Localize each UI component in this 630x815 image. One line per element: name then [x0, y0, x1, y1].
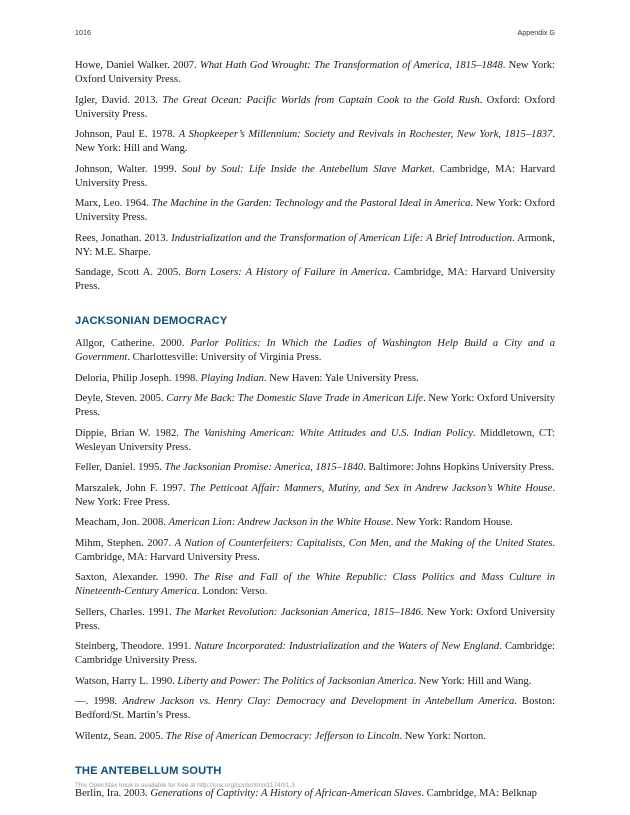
entry-author-year: Berlin, Ira. 2003.: [75, 787, 151, 799]
entry-publisher: . Cambridge, MA: Belknap: [421, 787, 537, 799]
page-footer: This OpenStax book is available for free at http://cnx.org/content/col11740/1.3: [75, 782, 295, 789]
entry-author-year: Sandage, Scott A. 2005.: [75, 267, 185, 278]
entry-publisher: . New York: Hill and Wang.: [413, 675, 532, 687]
entry-title: The Jacksonian Promise: America, 1815–1840: [164, 462, 364, 473]
entry-author-year: Steinberg, Theodore. 1991.: [75, 641, 195, 652]
entry-title: A Shopkeeper’s Millennium: Society and Revivals in Rochester, New York, 1815–1837: [178, 129, 553, 140]
entry-publisher: . New York: Free Press.: [75, 482, 555, 508]
bibliography-entry: [75, 372, 555, 386]
entry-title: Generations of Captivity: A History of African-American Slaves: [150, 787, 422, 799]
section-heading: JACKSONIAN DEMOCRACY: [75, 315, 228, 327]
entry-author-year: Allgor, Catherine. 2000.: [75, 338, 191, 349]
entry-author-year: Johnson, Paul E. 1978.: [75, 129, 179, 140]
entry-title: The Rise of American Democracy: Jefferson to Lincoln: [165, 730, 400, 742]
entry-publisher: . Charlottesville: University of Virginia Press.: [127, 352, 322, 363]
entry-publisher: . Boston: Bedford/St. Martin’s Press.: [75, 696, 556, 721]
bibliography-entry: [75, 163, 555, 191]
entry-publisher: . Armonk, NY: M.E. Sharpe.: [75, 232, 555, 258]
entry-author-year: Deyle, Steven. 2005.: [75, 393, 167, 404]
bibliography-entry: [75, 640, 555, 668]
page-number: 1016: [75, 28, 91, 37]
entry-author-year: Saxton, Alexander. 1990.: [75, 572, 194, 583]
entry-title: Nature Incorporated: Industrialization and the Waters of New England: [194, 641, 500, 652]
entry-author-year: Meacham, Jon. 2008.: [75, 517, 169, 528]
entry-title: Carry Me Back: The Domestic Slave Trade in American Life: [166, 393, 424, 404]
bibliography-entry: [75, 606, 555, 634]
entry-publisher: . Middletown, CT: Wesleyan University Press.: [75, 427, 555, 453]
chapter-title: Appendix G: [517, 28, 555, 37]
entry-publisher: . Cambridge: Cambridge University Press.: [75, 641, 556, 666]
page-header: [75, 28, 555, 40]
bibliography-entry: [75, 197, 555, 225]
entry-title: Playing Indian: [200, 372, 264, 384]
bibliography-entry: [75, 537, 555, 565]
entry-author-year: Mihm, Stephen. 2007.: [75, 537, 175, 549]
entry-publisher: . Cambridge, MA: Harvard University Press.: [75, 267, 555, 292]
entry-author-year: Wilentz, Sean. 2005.: [75, 730, 166, 742]
entry-title: The Petticoat Affair: Manners, Mutiny, and Sex in Andrew Jackson’s White House: [189, 482, 553, 494]
entry-title: What Hath God Wrought: The Transformation of America, 1815–1848: [199, 60, 503, 71]
bibliography-entry: [75, 94, 555, 122]
entry-publisher: . New York: Oxford University Press.: [75, 198, 555, 223]
entry-publisher: . Cambridge, MA: Harvard University Press.: [75, 537, 555, 563]
bibliography-entry: [75, 571, 555, 599]
bibliography-entry: [75, 266, 555, 294]
entry-publisher: . New York: Oxford University Press.: [75, 60, 555, 85]
bibliography-content: [75, 59, 555, 807]
entry-title: Industrialization and the Transformation of American Life: A Brief Introduction: [171, 232, 513, 244]
entry-author-year: Igler, David. 2013.: [75, 94, 163, 106]
entry-title: The Machine in the Garden: Technology and the Pastoral Ideal in America: [151, 198, 471, 209]
entry-title: A Nation of Counterfeiters: Capitalists, Con Men, and the Making of the United States: [174, 537, 553, 549]
bibliography-entry: [75, 392, 555, 420]
bibliography-entry: [75, 337, 555, 365]
entry-publisher: . Baltimore: Johns Hopkins University Press.: [363, 462, 555, 473]
entry-publisher: . Oxford: Oxford University Press.: [75, 94, 555, 120]
entry-publisher: . New York: Norton.: [399, 730, 487, 742]
entry-author-year: Feller, Daniel. 1995.: [75, 462, 165, 473]
entry-author-year: Dippie, Brian W. 1982.: [75, 427, 184, 439]
entry-publisher: . Cambridge, MA: Harvard University Press.: [75, 163, 556, 189]
entry-title: Born Losers: A History of Failure in America: [184, 267, 388, 278]
bibliography-entry: [75, 128, 555, 156]
entry-title: Parlor Politics: In Which the Ladies of Washington Help Build a City and a Government: [75, 338, 555, 363]
bibliography-entry: [75, 232, 555, 260]
entry-title: Andrew Jackson vs. Henry Clay: Democracy and Development in Antebellum America: [122, 696, 515, 707]
entry-title: Soul by Soul: Life Inside the Antebellum Slave Market: [181, 163, 433, 175]
entry-publisher: . New York: Hill and Wang.: [75, 129, 555, 154]
bibliography-entry: [75, 675, 555, 689]
entry-title: The Rise and Fall of the White Republic: Class Politics and Mass Culture in Nineteenth-Century America: [75, 572, 555, 597]
bibliography-entry: [75, 482, 555, 510]
bibliography-entry: [75, 461, 555, 475]
bibliography-entry: [75, 427, 555, 455]
bibliography-entry: [75, 59, 555, 87]
entry-publisher: . New York: Oxford University Press.: [75, 393, 555, 418]
entry-title: The Vanishing American: White Attitudes and U.S. Indian Policy: [183, 427, 473, 439]
entry-author-year: Marx, Leo. 1964.: [75, 198, 152, 209]
entry-author-year: Marszalek, John F. 1997.: [75, 482, 190, 494]
entry-title: The Great Ocean: Pacific Worlds from Captain Cook to the Gold Rush: [162, 94, 480, 106]
entry-author-year: Sellers, Charles. 1991.: [75, 606, 176, 618]
entry-author-year: Rees, Jonathan. 2013.: [75, 232, 172, 244]
bibliography-entry: [75, 695, 555, 723]
bibliography-entry: [75, 516, 555, 530]
entry-author-year: Howe, Daniel Walker. 2007.: [75, 60, 200, 71]
entry-author-year: —. 1998.: [75, 696, 123, 707]
entry-author-year: Watson, Harry L. 1990.: [75, 675, 178, 687]
section-heading: THE ANTEBELLUM SOUTH: [75, 764, 222, 777]
bibliography-entry: [75, 730, 555, 744]
entry-publisher: . New York: Oxford University Press.: [75, 606, 555, 632]
entry-title: American Lion: Andrew Jackson in the White House: [168, 517, 391, 528]
entry-publisher: . London: Verso.: [196, 586, 268, 597]
entry-title: The Market Revolution: Jacksonian America, 1815–1846: [175, 606, 421, 618]
entry-publisher: . New Haven: Yale University Press.: [263, 372, 419, 384]
entry-author-year: Deloria, Philip Joseph. 1998.: [75, 372, 201, 384]
entry-title: Liberty and Power: The Politics of Jacksonian America: [177, 675, 414, 687]
entry-author-year: Johnson, Walter. 1999.: [75, 163, 182, 175]
entry-publisher: . New York: Random House.: [390, 517, 513, 528]
